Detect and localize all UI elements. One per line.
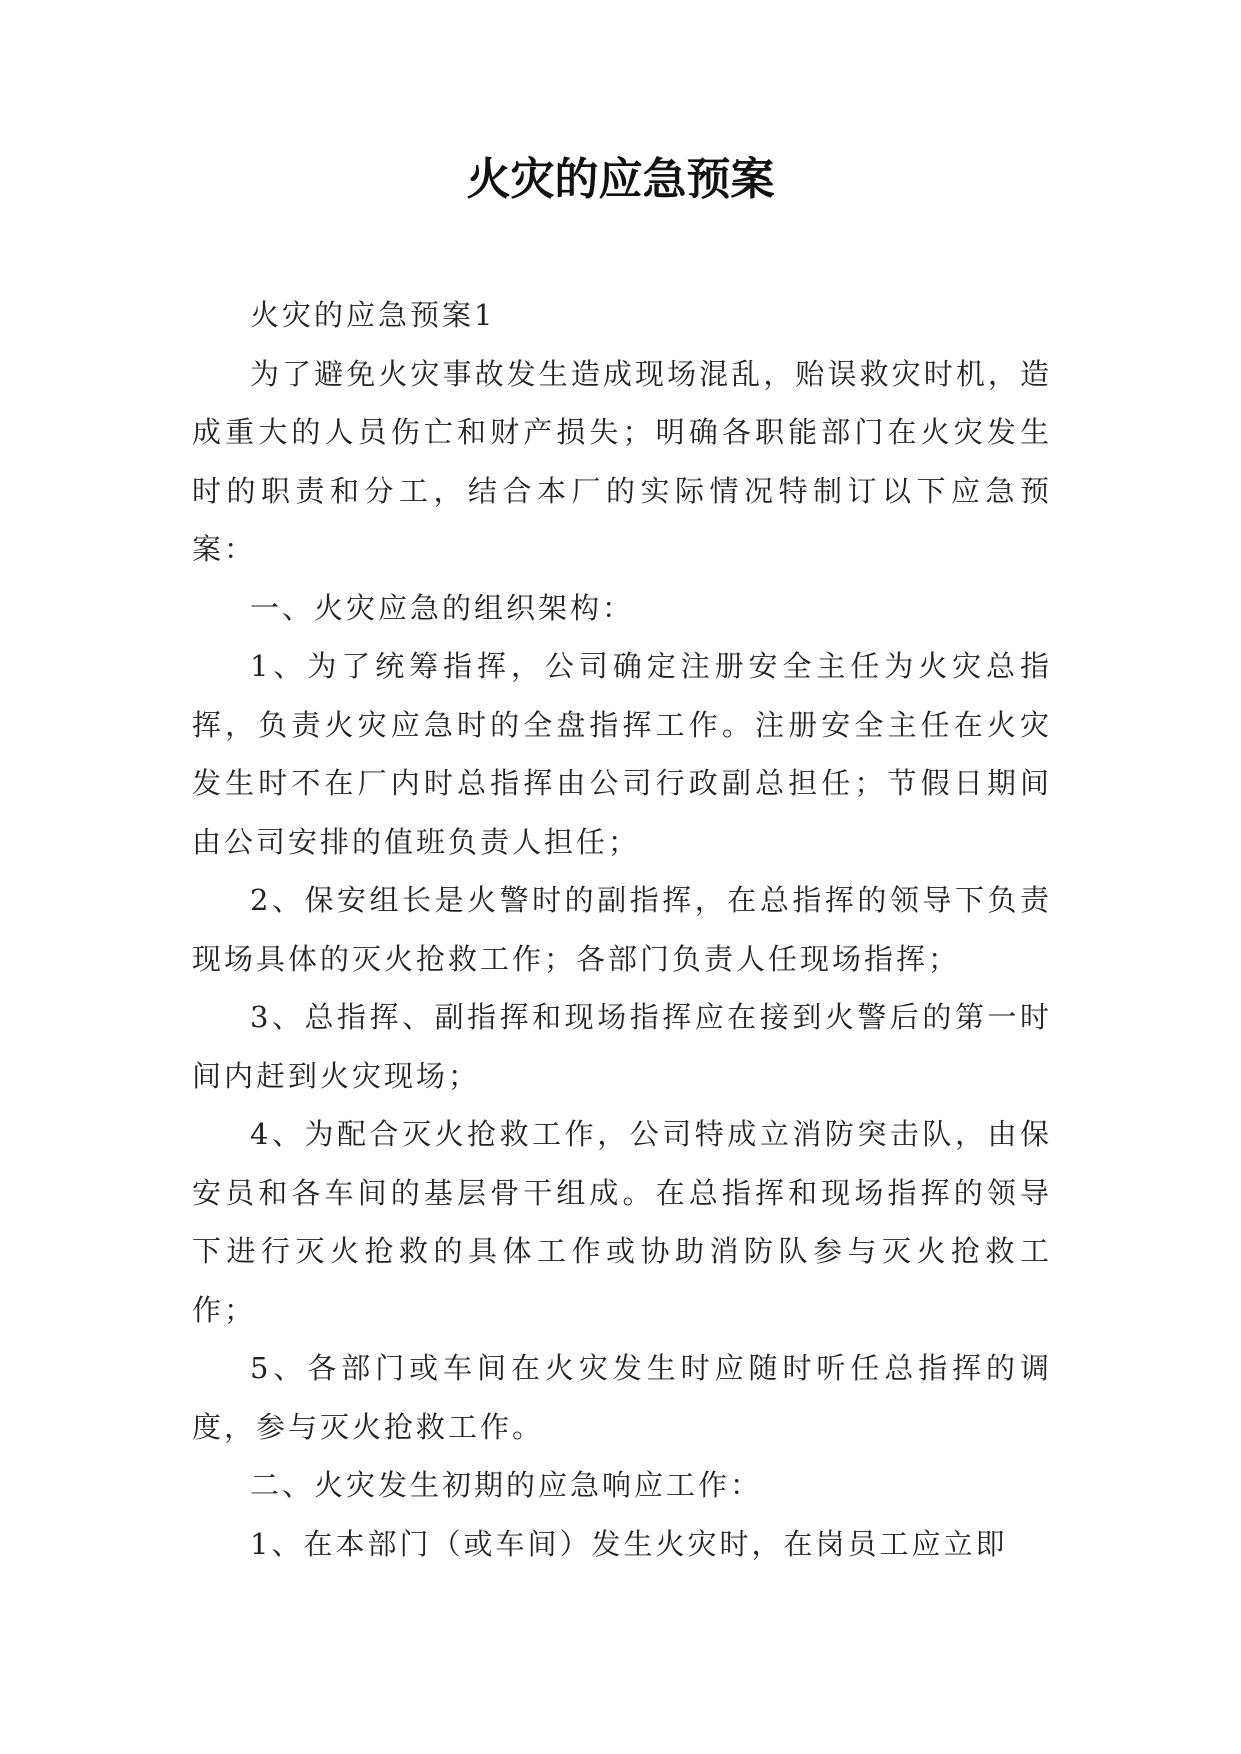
paragraph: 1、在本部门（或车间）发生火灾时，在岗员工应立即 [250,1526,1008,1561]
section-heading: 一、火灾应急的组织架构： [250,590,635,625]
section-heading: 火灾的应急预案1 [250,298,496,332]
document-body [192,286,1052,1573]
document-title: 火灾的应急预案 [466,154,775,205]
paragraph: 3、总指挥、副指挥和现场指挥应在接到火警后的第一时间内赶到火灾现场； [192,1000,1052,1093]
paragraph: 2、保安组长是火警时的副指挥，在总指挥的领导下负责现场具体的灭火抢救工作；各部门负责人任现场指挥； [192,883,1052,976]
section-heading: 二、火灾发生初期的应急响应工作： [250,1468,763,1502]
paragraph: 5、各部门或车间在火灾发生时应随时听任总指挥的调度，参与灭火抢救工作。 [192,1351,1052,1444]
paragraph: 1、为了统筹指挥，公司确定注册安全主任为火灾总指挥，负责火灾应急时的全盘指挥工作。注册安全主任在火灾发生时不在厂内时总指挥由公司行政副总担任；节假日期间由公司安排的值班负责人担任； [192,649,1052,859]
paragraph: 4、为配合灭火抢救工作，公司特成立消防突击队，由保安员和各车间的基层骨干组成。在总指挥和现场指挥的领导下进行灭火抢救的具体工作或协助消防队参与灭火抢救工作； [192,1117,1052,1327]
paragraph: 为了避免火灾事故发生造成现场混乱，贻误救灾时机，造成重大的人员伤亡和财产损失；明确各职能部门在火灾发生时的职责和分工，结合本厂的实际情况特制订以下应急预案： [192,356,1052,566]
